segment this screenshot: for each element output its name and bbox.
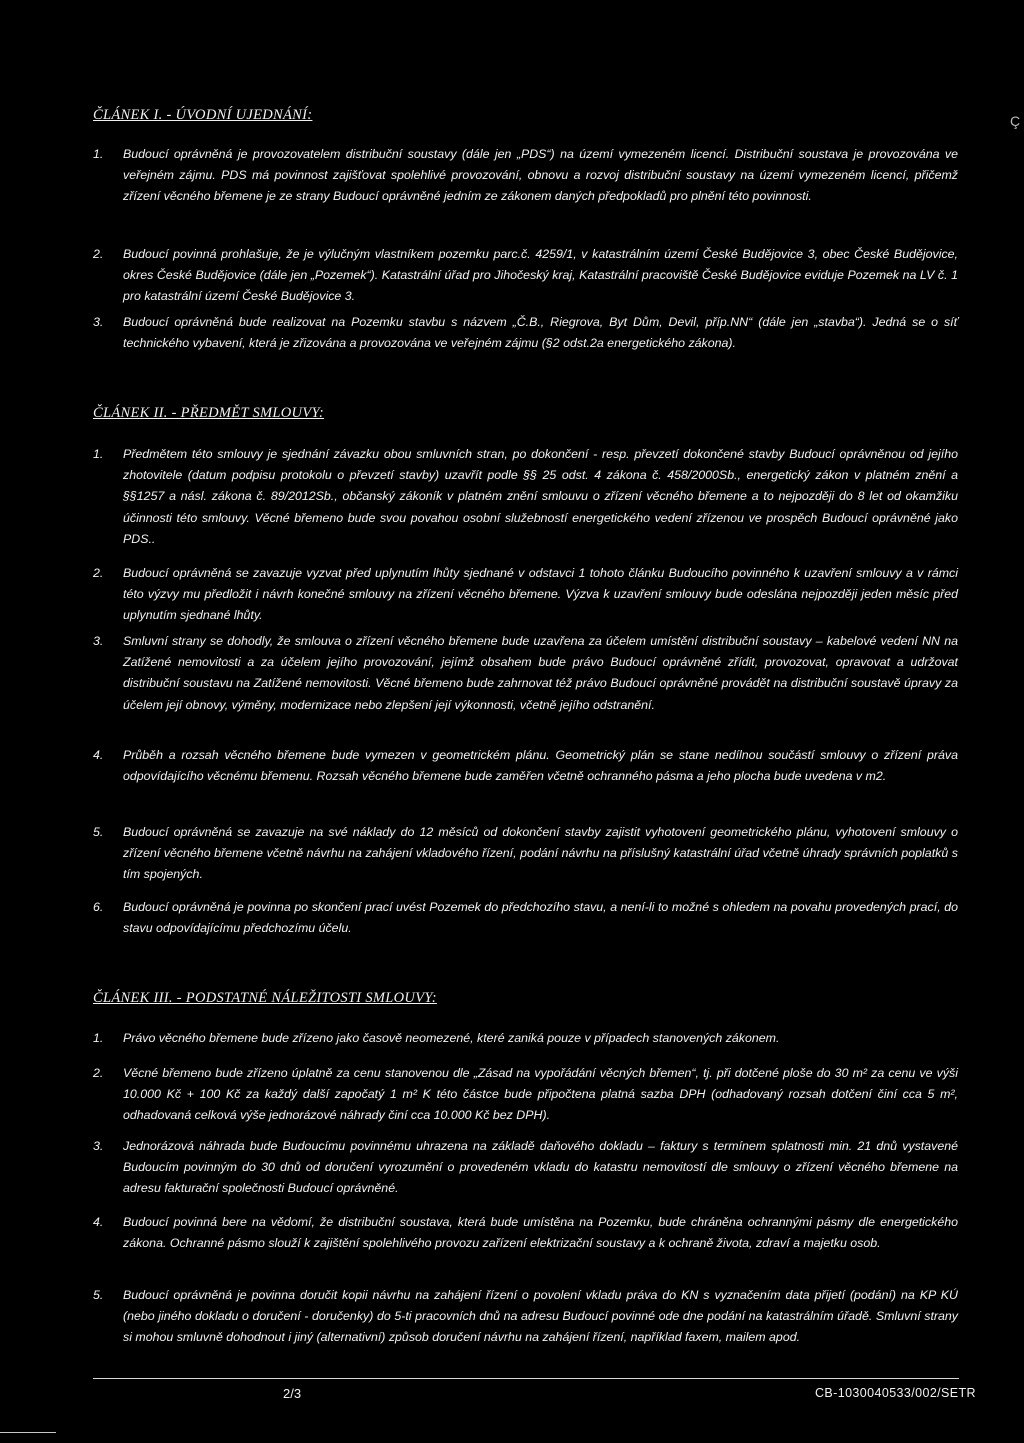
article-3-item-5 [93, 1285, 958, 1349]
item-number: 1. [93, 1031, 104, 1045]
item-number: 2. [93, 566, 104, 580]
item-number: 4. [93, 748, 104, 762]
item-text: Budoucí oprávněná se zavazuje na své náklady do 12 měsíců od dokončení stavby zajistit vyhotovení geometrického plánu, vyhotovení smlouvy o zřízení věcného břemene včetně návrhu na zahájení vkladového řízení, podání návrhu na příslušný katastrální úřad včetně úhrady správních poplatků s tím spojených. [123, 825, 958, 882]
item-text: Předmětem této smlouvy je sjednání závazku obou smluvních stran, po dokončení - resp. převzetí dokončené stavby Budoucí oprávněnou od jejího zhotovitele (datum podpisu protokolu o převzetí stavby) uzavřít podle §§ 25 odst. 4 zákona č. 458/2000Sb., energetický zákon v platném znění a §§1257 a násl. zákona č. 89/2012Sb., občanský zákoník v platném znění smlouvu o zřízení věcného břemene a to nejpozději do 8 let od okamžiku účinnosti této smlouvy. Věcné břemeno bude svou povahou osobní služebností energetického vedení zřízenou ve prospěch Budoucí oprávněné jako PDS.. [123, 447, 958, 546]
item-text: Jednorázová náhrada bude Budoucímu povinnému uhrazena na základě daňového dokladu – faktury s termínem splatnosti min. 21 dnů vystavené Budoucím povinným do 30 dnů od doručení vyrozumění o provedeném vkladu do katastru nemovitostí dle smlouvy o zřízení věcného břemene na adresu fakturační společnosti Budoucí oprávněné. [123, 1139, 958, 1196]
item-number: 5. [93, 1288, 104, 1302]
article-2-item-4 [93, 745, 958, 787]
item-number: 6. [93, 900, 104, 914]
article-3-item-3 [93, 1136, 958, 1200]
page-number: 2/3 [283, 1386, 302, 1401]
article-2-item-3 [93, 631, 958, 716]
document-reference: CB-1030040533/002/SETR [815, 1386, 976, 1400]
item-number: 1. [93, 147, 104, 161]
item-text: Budoucí oprávněná je povinna doručit kopii návrhu na zahájení řízení o povolení vkladu práva do KN s vyznačením data přijetí (podání) na KP KÚ (nebo jiného dokladu o doručení - doručenky) do 5-ti pracovních dnů na adresu Budoucí povinné ode dne podání na katastrálním úřadě. Smluvní strany si mohou smluvně dohodnout i jiný (alternativní) způsob doručení návrhu na zahájení řízení, například faxem, mailem apod. [123, 1288, 958, 1345]
item-text: Budoucí oprávněná se zavazuje vyzvat před uplynutím lhůty sjednané v odstavci 1 tohoto článku Budoucího povinného k uzavření smlouvy a v rámci této výzvy mu předložit i návrh konečné smlouvy na zřízení věcného břemene. Výzva k uzavření smlouvy bude odeslána nejpozději jeden měsíc před uplynutím sjednané lhůty. [123, 566, 958, 623]
footer-divider [93, 1378, 959, 1379]
item-text: Budoucí oprávněná je provozovatelem distribuční soustavy (dále jen „PDS“) na území vymezeném licencí. Distribuční soustava je provozována ve veřejném zájmu. PDS má povinnost zajišťovat spolehlivé provozování, obnovu a rozvoj distribuční soustavy na území vymezeném licencí, přičemž zřízení věcného břemene je ze strany Budoucí oprávněné jedním ze zákonem daných předpokladů pro plnění této povinnosti. [123, 147, 958, 204]
item-text: Budoucí oprávněná bude realizovat na Pozemku stavbu s názvem „Č.B., Riegrova, Byt Dům, Devil, příp.NN“ (dále jen „stavba“). Jedná se o síť technického vybavení, která je zřizována a provozována ve veřejném zájmu (§2 odst.2a energetického zákona). [123, 315, 958, 351]
item-text: Budoucí povinná prohlašuje, že je výlučným vlastníkem pozemku parc.č. 4259/1, v katastrálním území České Budějovice 3, obec České Budějovice, okres České Budějovice (dále jen „Pozemek“). Katastrální úřad pro Jihočeský kraj, Katastrální pracoviště České Budějovice eviduje Pozemek na LV č. 1 pro katastrální území České Budějovice 3. [123, 247, 958, 304]
item-number: 2. [93, 247, 104, 261]
item-text: Smluvní strany se dohodly, že smlouva o zřízení věcného břemene bude uzavřena za účelem umístění distribuční soustavy – kabelové vedení NN na Zatížené nemovitosti a za účelem jejího provozování, jejímž obsahem bude právo Budoucí oprávněné zřídit, provozovat, opravovat a udržovat distribuční soustavu na Zatížené nemovitosti. Věcné břemeno bude zahrnovat též právo Budoucí oprávněné provádět na distribuční soustavě úpravy za účelem její obnovy, výměny, modernizace nebo zlepšení její výkonnosti, včetně jejího odstranění. [123, 634, 958, 712]
article-1-item-1 [93, 144, 958, 208]
article-2-item-1 [93, 444, 958, 550]
item-number: 1. [93, 447, 104, 461]
item-number: 3. [93, 634, 104, 648]
item-text: Budoucí oprávněná je povinna po skončení prací uvést Pozemek do předchozího stavu, a není-li to možné s ohledem na povahu provedených prací, do stavu odpovídajícímu předchozímu účelu. [123, 900, 958, 936]
item-text: Věcné břemeno bude zřízeno úplatně za cenu stanovenou dle „Zásad na vypořádání věcných břemen“, tj. při dotčené ploše do 30 m² za cenu ve výši 10.000 Kč + 100 Kč za každý další započatý 1 m² K této částce bude připočtena platná sazba DPH (odhadovaný rozsah dotčení činí cca 5 m², odhadovaná celková výše jednorázové náhrady činí cca 10.000 Kč bez DPH). [123, 1066, 958, 1123]
item-text: Budoucí povinná bere na vědomí, že distribuční soustava, která bude umístěna na Pozemku, bude chráněna ochrannými pásmy dle energetického zákona. Ochranné pásmo slouží k zajištění spolehlivého provozu zařízení elektrizační soustavy a k ochraně života, zdraví a majetku osob. [123, 1215, 958, 1251]
item-number: 4. [93, 1215, 104, 1229]
article-1-item-2 [93, 244, 958, 308]
item-number: 5. [93, 825, 104, 839]
item-number: 2. [93, 1066, 104, 1080]
article-3-item-1 [93, 1028, 958, 1049]
article-1-item-3 [93, 312, 958, 354]
article-2-heading: ČLÁNEK II. - PŘEDMĚT SMLOUVY: [93, 405, 325, 421]
article-3-heading: ČLÁNEK III. - PODSTATNÉ NÁLEŽITOSTI SMLOUVY: [93, 990, 437, 1006]
item-number: 3. [93, 1139, 104, 1153]
article-1-heading: ČLÁNEK I. - ÚVODNÍ UJEDNÁNÍ: [93, 107, 313, 123]
article-3-item-4 [93, 1212, 958, 1254]
item-text: Průběh a rozsah věcného břemene bude vymezen v geometrickém plánu. Geometrický plán se stane nedílnou součástí smlouvy o zřízení práva odpovídajícího věcnému břemenu. Rozsah věcného břemene bude zaměřen včetně ochranného pásma a jeho plocha bude uvedena v m2. [123, 748, 958, 784]
article-2-item-2 [93, 563, 958, 627]
article-2-item-6 [93, 897, 958, 939]
item-text: Právo věcného břemene bude zřízeno jako časově neomezené, které zaniká pouze v případech stanovených zákonem. [123, 1031, 780, 1045]
scan-edge-line [0, 1432, 56, 1433]
corner-scan-mark: Ç [1010, 113, 1021, 129]
article-3-item-2 [93, 1063, 958, 1127]
article-2-item-5 [93, 822, 958, 886]
item-number: 3. [93, 315, 104, 329]
